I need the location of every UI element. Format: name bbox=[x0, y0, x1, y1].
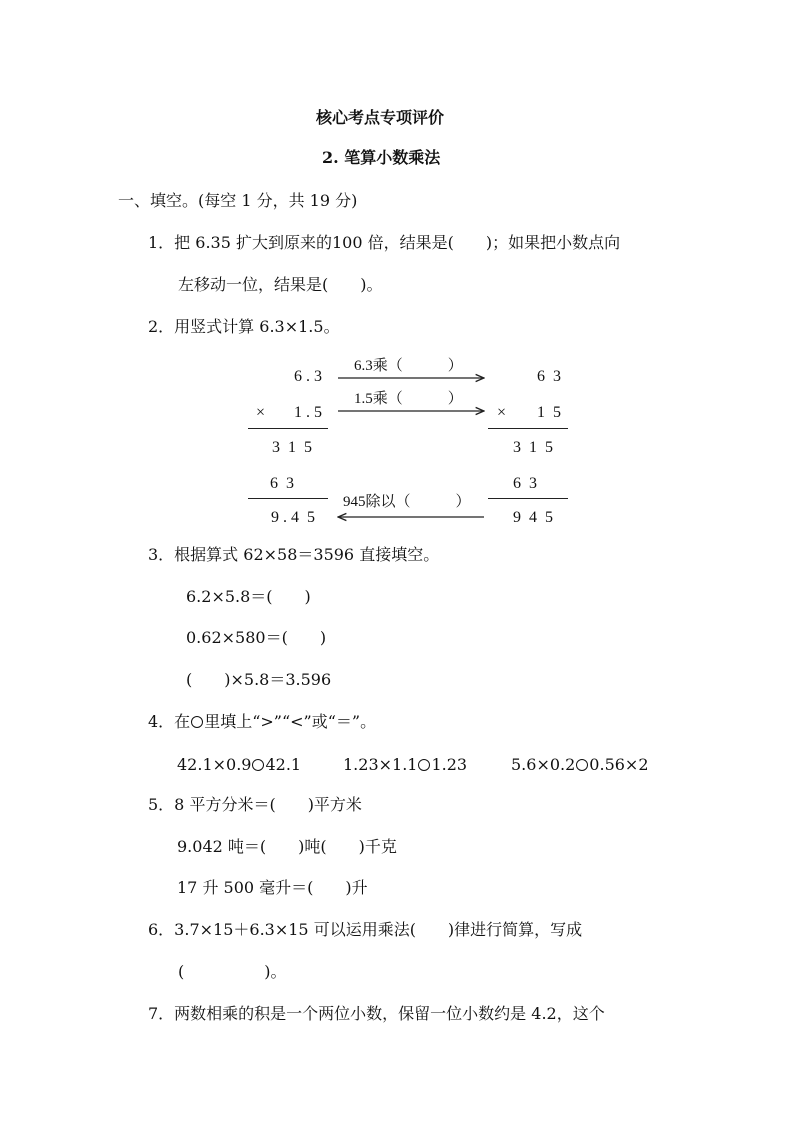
q2-stem: 2．用竖式计算 6.3×1.5。 bbox=[148, 317, 340, 336]
q5-a: 9.042 吨＝( )吨( )千克 bbox=[177, 837, 397, 856]
circle-icon bbox=[191, 716, 203, 728]
section-heading: 一、填空。(每空 1 分，共 19 分) bbox=[118, 191, 358, 210]
q6-line2: ( )。 bbox=[178, 962, 287, 981]
compare-circle-1[interactable] bbox=[252, 759, 264, 771]
vert-left-r1: 6 . 3 bbox=[294, 368, 322, 385]
vert-left-r4: 6 3 bbox=[270, 475, 294, 492]
arrow2-label: 1.5乘（ ） bbox=[354, 391, 463, 407]
q4-stem bbox=[148, 712, 376, 732]
vert-left-sign: × bbox=[256, 404, 266, 421]
q4-item-2: 1.23×1.1 1.23 bbox=[343, 755, 468, 774]
q5-stem: 5．8 平方分米＝( )平方米 bbox=[148, 795, 362, 814]
q3-stem: 3．根据算式 62×58＝3596 直接填空。 bbox=[148, 545, 440, 564]
vert-left-r3: 3 1 5 bbox=[272, 439, 312, 456]
arrow1-label: 6.3乘（ ） bbox=[354, 358, 463, 374]
q4-stem-before: 4．在 bbox=[148, 712, 191, 731]
q1-line1: 1．把 6.35 扩大到原来的100 倍，结果是( )；如果把小数点向 bbox=[148, 233, 621, 252]
vert-left-r5: 9 . 4 5 bbox=[271, 509, 315, 526]
vert-right-sign: × bbox=[497, 404, 507, 421]
vert-right-r3: 3 1 5 bbox=[513, 439, 553, 456]
arrow3-label: 945除以（ ） bbox=[343, 494, 471, 510]
q3-b: 0.62×580＝( ) bbox=[186, 628, 327, 647]
page-title: 核心考点专项评价 bbox=[316, 108, 445, 127]
q4-item-3: 5.6×0.2 0.56×2 bbox=[511, 755, 649, 774]
q4-item-1: 42.1×0.9 42.1 bbox=[177, 755, 302, 774]
q6-line1: 6．3.7×15＋6.3×15 可以运用乘法( )律进行简算，写成 bbox=[148, 920, 583, 939]
vert-right-r4: 6 3 bbox=[513, 475, 537, 492]
vert-right-r1: 6 3 bbox=[537, 368, 561, 385]
compare-circle-3[interactable] bbox=[576, 759, 588, 771]
vert-right-r5: 9 4 5 bbox=[513, 509, 553, 526]
q1-line2: 左移动一位，结果是( )。 bbox=[178, 275, 383, 294]
vert-left-r2: 1 . 5 bbox=[294, 404, 322, 421]
q3-c: ( )×5.8＝3.596 bbox=[186, 670, 332, 689]
q4-stem-after: 里填上“>”“<”或“＝”。 bbox=[204, 712, 377, 731]
q5-b: 17 升 500 毫升＝( )升 bbox=[177, 878, 368, 897]
vert-right-r2: 1 5 bbox=[537, 404, 561, 421]
q7-line1: 7．两数相乘的积是一个两位小数，保留一位小数约是 4.2，这个 bbox=[148, 1004, 605, 1023]
page-subtitle: 2. 笔算小数乘法 bbox=[322, 148, 441, 167]
q3-a: 6.2×5.8＝( ) bbox=[186, 587, 311, 606]
compare-circle-2[interactable] bbox=[418, 759, 430, 771]
